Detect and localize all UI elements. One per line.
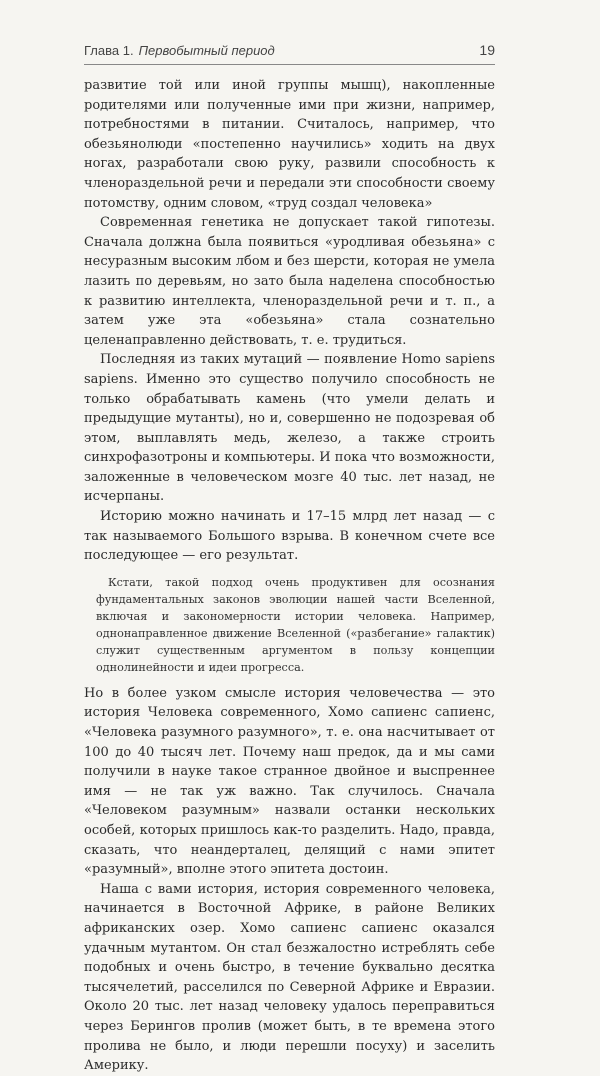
paragraph: Последняя из таких мутаций — появление Homo sapiens sapiens. Именно это существо получило способность не только обрабатывать камень (что умели делать и предыдущие мутанты), но и, совершенно не подозревая об этом, выплавлять медь, железо, а также строить синхрофазотроны и компьютеры. И пока что возможности, заложенные в человеческом мозге 40 тыс. лет назад, не исчерпаны. [84,352,495,505]
side-note: Кстати, такой подход очень продуктивен для осознания фундаментальных законов эволюции нашей части Вселенной, включая и закономерности истории человека. Например, однонаправленное движение Вселенной («разбегание» галактик) служит существенным аргументом в пользу концепции однолинейности и идеи прогресса. [96,575,495,674]
paragraph: Современная генетика не допускает такой гипотезы. Сначала должна была появиться «уродливая обезьяна» с несуразным высоким лбом и без шерсти, которая не умела лазить по деревьям, но зато была наделена способностью к развитию интеллекта, членораздельной речи и т. п., а затем уже эта «обезьяна» стала сознательно целенаправленно действовать, т. е. трудиться. [84,215,495,348]
page-number: 19 [479,42,495,58]
header-rule [84,64,495,65]
chapter-label: Глава 1. [84,43,134,58]
paragraph: развитие той или иной группы мышц), накопленные родителями или полученные ими при жизни, например, потребностями в питании. Считалось, например, что обезьянолюди «постепенно научились» ходить на двух ногах, разработали свою руку, развили способность к членораздельной речи и передали эти способности своему потомству, одним словом, «труд создал человека» [84,78,495,211]
paragraph: Наша с вами история, история современного человека, начинается в Восточной Африке, в районе Великих африканских озер. Хомо сапиенс сапиенс оказался удачным мутантом. Он стал безжалостно истреблять себе подобных и очень быстро, в течение буквально десятка тысячелетий, расселился по Северной Африке и Евразии. Около 20 тыс. лет назад человеку удалось переправиться через Берингов пролив (может быть, в те времена этого пролива не было, и люди перешли посуху) и заселить Америку. [84,881,495,1074]
paragraph: Но в более узком смысле история человечества — это история Человека современного, Хомо сапиенс сапиенс, «Человека разумного разумного», т. е. она насчитывает от 100 до 40 тысяч лет. Почему наш предок, да и мы сами получили в науке такое странное двойное и выспреннее имя — не так уж важно. Так случилось. Сначала «Человеком разумным» назвали останки нескольких особей, которых пришлось как-то разделить. Надо, правда, сказать, что неандерталец, делящий с нами эпитет «разумный», вполне этого эпитета достоин. [84,685,495,878]
paragraph: Историю можно начинать и 17–15 млрд лет назад — с так называемого Большого взрыва. В конечном счете все последующее — его результат. [84,509,495,564]
section-title: Первобытный период [138,43,275,58]
header-title [84,43,275,58]
page-body [84,76,495,1076]
running-header [84,42,495,58]
